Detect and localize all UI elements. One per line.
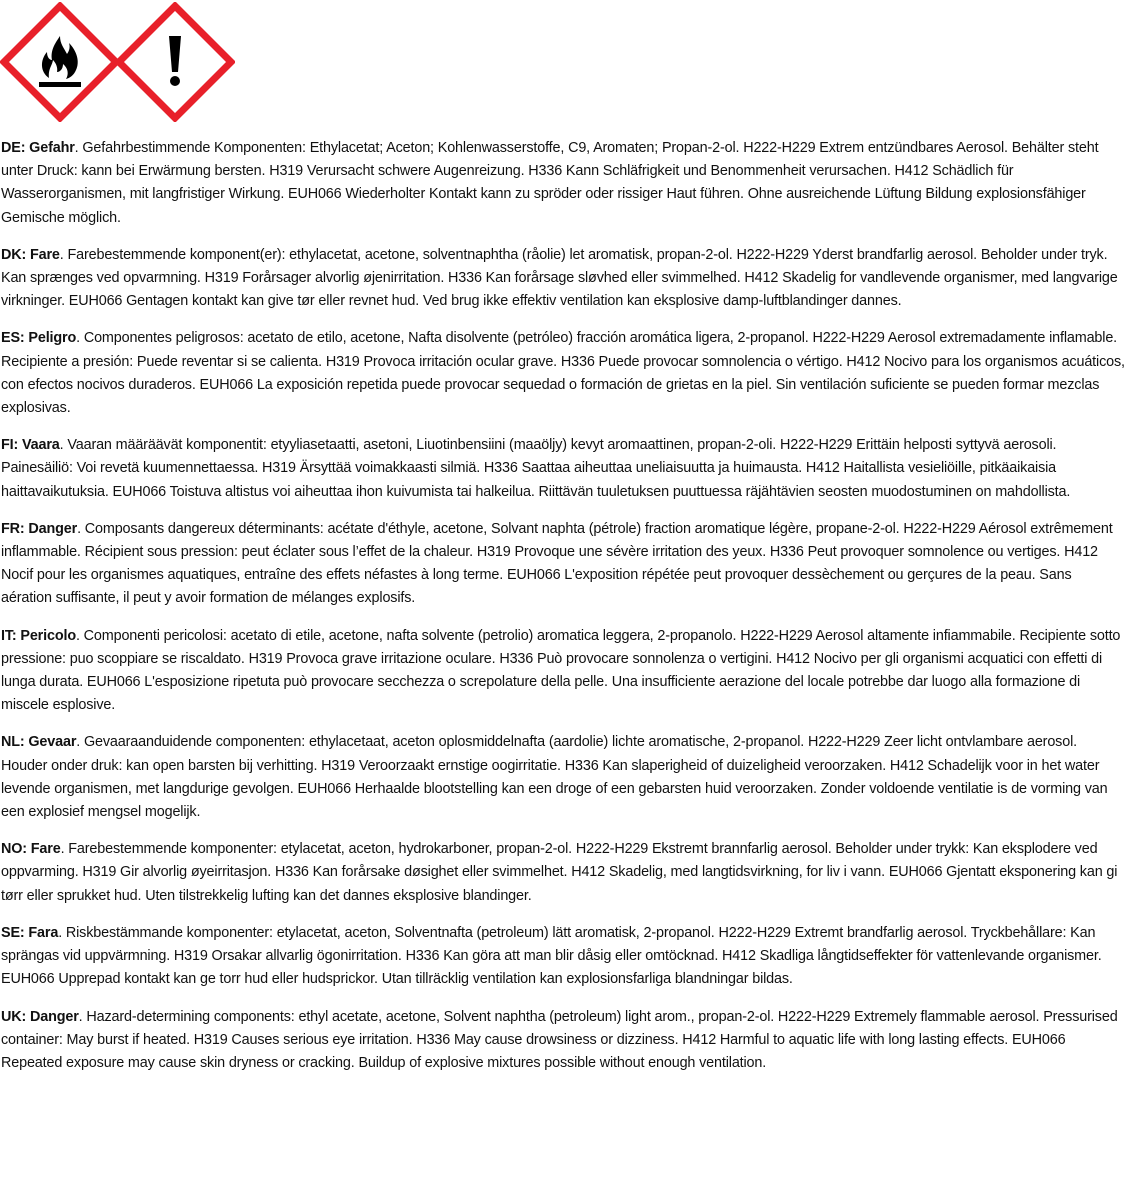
section-fi [1, 434, 1125, 504]
section-label: DE: Gefahr [1, 140, 75, 156]
section-fr [1, 518, 1125, 611]
section-label: SE: Fara [1, 924, 59, 941]
section-text: . Composants dangereux déterminants: acétate d'éthyle, acetone, Solvant naphta (pétrole) fraction aromatique légère, propane-2-ol. H222-H229 Aérosol extrêmement inflammable. Récipient sous pression: peut éclater sous l’effet de la chaleur. H319 Provoque une sévère irritation des yeux. H336 Peut provoquer somnolence ou vertiges. H412 Nocif pour les organismes aquatiques, entraîne des effets néfastes à long terme. EUH066 L'exposition répétée peut provoquer dessèchement ou gerçures de la peau. Sans aération suffisante, il peut y avoir formation de mélanges explosifs. [1, 520, 1113, 607]
hazard-pictograms [0, 0, 260, 125]
section-label: IT: Pericolo [1, 627, 76, 644]
section-uk [1, 1006, 1125, 1076]
section-text: . Componentes peligrosos: acetato de etilo, acetone, Nafta disolvente (petróleo) fracción aromática ligera, 2-propanol. H222-H229 Aerosol extremadamente inflamable. Recipiente a presión: Puede reventar si se calienta. H319 Provoca irritación ocular grave. H336 Puede provocar somnolencia o vértigo. H412 Nocivo para los organismos acuáticos, con efectos nocivos duraderos. EUH066 La exposición repetida puede provocar sequedad o formación de grietas en la piel. Sin ventilación suficiente se pueden formar mezclas explosivas. [1, 330, 1125, 417]
section-text: . Farebestemmende komponent(er): ethylacetat, acetone, solventnaphtha (råolie) let aromatisk, propan-2-ol. H222-H229 Yderst brandfarlig aerosol. Beholder under tryk. Kan sprænges ved opvarmning. H319 Forårsager alvorlig øjenirritation. H336 Kan forårsage sløvhed eller svimmelhed. H412 Skadelig for vandlevende organismer, med langvarige virkninger. EUH066 Gentagen kontakt kan give tør eller revnet hud. Ved brug ikke effektiv ventilation kan eksplosive damp-luftblandinger dannes. [1, 246, 1118, 310]
section-text: . Componenti pericolosi: acetato di etile, acetone, nafta solvente (petrolio) aromatica leggera, 2-propanolo. H222-H229 Aerosol altamente infiammabile. Recipiente sotto pressione: puo scoppiare se riscaldato. H319 Provoca grave irritazione oculare. H336 Può provocare sonnolenza o vertigini. H412 Nocivo per gli organismi acquatici con effetti di lunga durata. EUH066 L'esposizione ripetuta può provocare secchezza o screpolature della pelle. Una insufficiente aerazione del locale potrebbe dar luogo alla formazione di miscele esplosive. [1, 627, 1121, 714]
section-it [1, 625, 1125, 718]
section-label: FI: Vaara [1, 437, 60, 454]
ghs07-exclamation-icon [115, 2, 235, 122]
section-se [1, 922, 1125, 992]
section-label: DK: Fare [1, 246, 60, 263]
section-label: FR: Danger [1, 520, 78, 537]
section-label: NO: Fare [1, 841, 61, 858]
section-text: . Gefahrbestimmende Komponenten: Ethylacetat; Aceton; Kohlenwasserstoffe, C9, Aromaten; Propan-2-ol. H222-H229 Extrem entzündbares Aerosol. Behälter steht unter Druck: kann bei Erwärmung bersten. H319 Verursacht schwere Augenreizung. H336 Kann Schläfrigkeit und Benommenheit verursachen. H412 Schädlich für Wasserorganismen, mit langfristiger Wirkung. EUH066 Wiederholter Kontakt kann zu spröder oder rissiger Haut führen. Ohne ausreichende Lüftung Bildung explosionsfähiger Gemische möglich. [1, 140, 1099, 226]
section-dk [1, 244, 1125, 314]
hazard-statements [1, 137, 1125, 1089]
section-es [1, 327, 1125, 420]
section-text: . Riskbestämmande komponenter: etylacetat, aceton, Solventnafta (petroleum) lätt aromatisk, 2-propanol. H222-H229 Extremt brandfarlig aerosol. Tryckbehållare: Kan sprängas vid uppvärmning. H319 Orsakar allvarlig ögonirritation. H336 Kan göra att man blir dåsig eller omtöcknad. H412 Skadliga långtidseffekter för vattenlevande organismer. EUH066 Upprepad kontakt kan ge torr hud eller hudsprickor. Utan tillräcklig ventilation kan explosionsfarliga blandningar bildas. [1, 924, 1102, 988]
section-label: UK: Danger [1, 1008, 79, 1025]
ghs02-flame-icon [0, 2, 120, 122]
section-no [1, 838, 1125, 908]
section-text: . Hazard-determining components: ethyl acetate, acetone, Solvent naphtha (petroleum) light arom., propan-2-ol. H222-H229 Extremely flammable aerosol. Pressurised container: May burst if heated. H319 Causes serious eye irritation. H336 May cause drowsiness or dizziness. H412 Harmful to aquatic life with long lasting effects. EUH066 Repeated exposure may cause skin dryness or cracking. Buildup of explosive mixtures possible without enough ventilation. [1, 1008, 1118, 1071]
section-text: . Vaaran määräävät komponentit: etyyliasetaatti, asetoni, Liuotinbensiini (maaöljy) kevyt aromaattinen, propan-2-oli. H222-H229 Erittäin helposti syttyvä aerosoli. Painesäiliö: Voi revetä kuumennettaessa. H319 Ärsyttää voimakkaasti silmiä. H336 Saattaa aiheuttaa uneliaisuutta ja huimausta. H412 Haitallista vesieliöille, pitkäaikaisia haittavaikutuksia. EUH066 Toistuva altistus voi aiheuttaa ihon kuivumista tai halkeilua. Riittävän tuuletuksen puuttuessa räjähtävien seosten muodostuminen on mahdollista. [1, 437, 1071, 500]
section-nl [1, 731, 1125, 824]
section-label: ES: Peligro [1, 330, 77, 347]
section-text: . Farebestemmende komponenter: etylacetat, aceton, hydrokarboner, propan-2-ol. H222-H229 Ekstremt brannfarlig aerosol. Beholder under trykk: Kan eksplodere ved oppvarming. H319 Gir alvorlig øyeirritasjon. H336 Kan forårsake døsighet eller svimmelhet. H412 Skadelig, med langtidsvirkning, for liv i vann. EUH066 Gjentatt eksponering kan gi tørr eller sprukket hud. Uten tilstrekkelig lufting kan det dannes eksplosive blandinger. [1, 841, 1118, 904]
section-de [1, 137, 1125, 230]
section-text: . Gevaaraanduidende componenten: ethylacetaat, aceton oplosmiddelnafta (aardolie) lichte aromatische, 2-propanol. H222-H229 Zeer licht ontvlambare aerosol. Houder onder druk: kan open barsten bij verhitting. H319 Veroorzaakt ernstige oogirritatie. H336 Kan slaperigheid of duizeligheid veroorzaken. H412 Schadelijk voor in het water levende organismen, met langdurige gevolgen. EUH066 Herhaalde blootstelling kan een droge of een gebarsten huid veroorzaken. Zonder voldoende ventilatie is de vorming van een explosief mengsel mogelijk. [1, 734, 1108, 821]
section-label: NL: Gevaar [1, 734, 77, 751]
